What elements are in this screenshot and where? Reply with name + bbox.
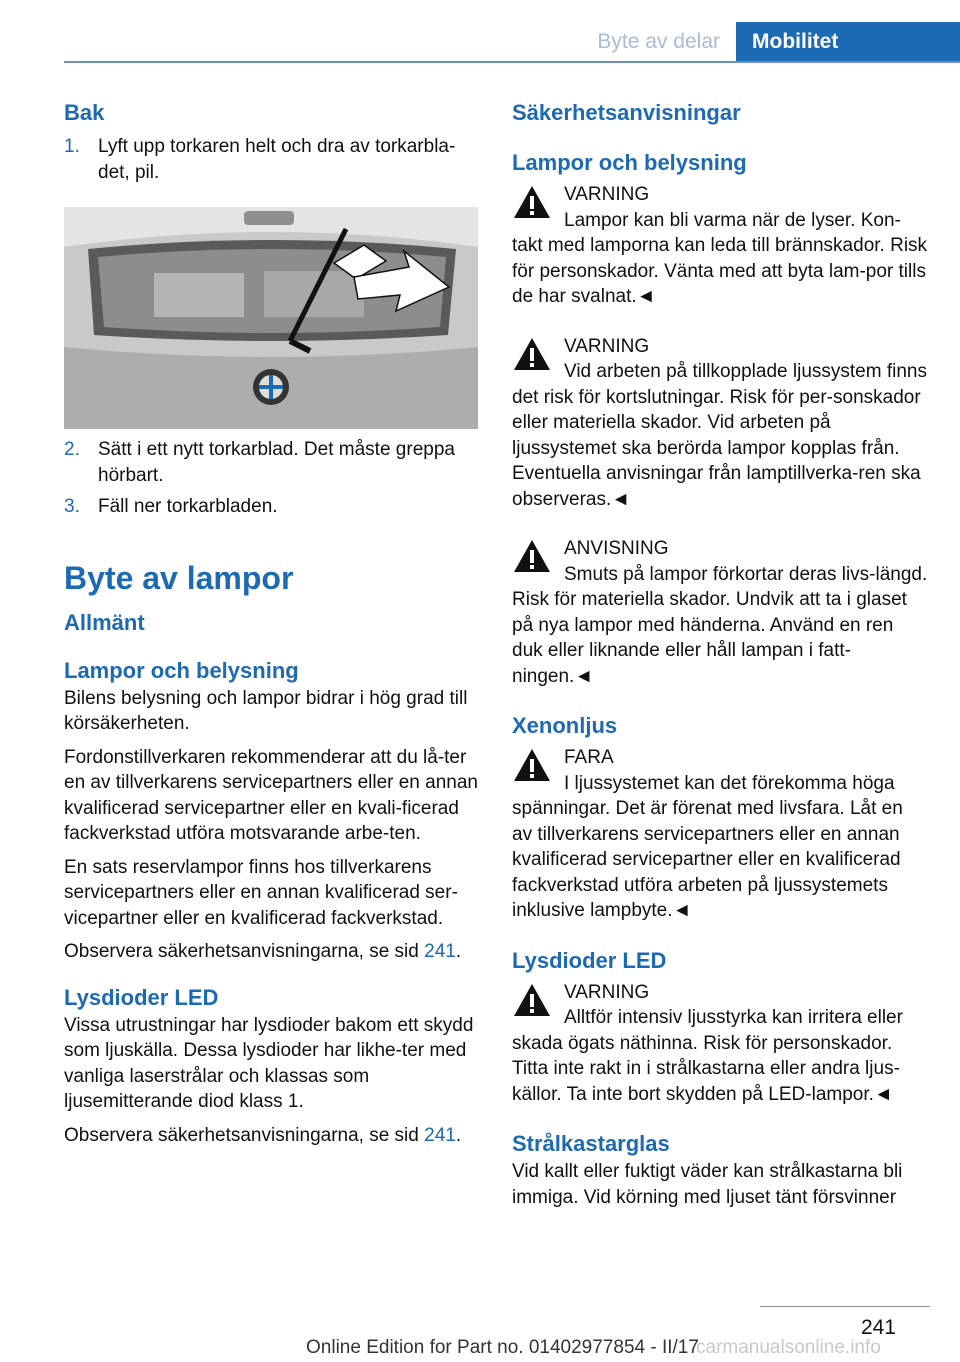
lampor-heading: Lampor och belysning	[512, 150, 747, 175]
warning-text: Lampor kan bli varma när de lyser. Kon‐takt med lamporna kan leda till brännskador. Risk för personskador. Vänta med att byta lam‐por tills de har svalnat.◄	[512, 209, 928, 307]
lampor-heading: Lampor och belysning	[64, 657, 299, 683]
danger-label: FARA	[564, 747, 614, 768]
warning-label: VARNING	[564, 981, 650, 1003]
warning-triangle-icon	[512, 747, 552, 783]
page-link[interactable]: 241	[424, 941, 456, 962]
section-title: Byte av lampor	[64, 559, 294, 596]
step-number: 2.	[64, 439, 80, 460]
allmant-heading: Allmänt	[64, 609, 145, 635]
warning-box	[512, 980, 928, 1108]
led-heading: Lysdioder LED	[64, 984, 219, 1010]
warning-text: Vid arbeten på tillkopplade ljussystem finns det risk för kortslutningar. Risk för per‐sonskador eller materiella skador. Vid arbeten på ljussystemet ska berörda lampor kopplas från. Eventuella anvisningar från lamptillverka‐ren ska observeras.◄	[512, 361, 927, 510]
warning-box	[512, 536, 928, 689]
rear-wiper-photo	[64, 207, 478, 429]
edition-text: Online Edition for Part no. 01402977854 - II/17	[306, 1337, 699, 1358]
tab-byte-av-delar[interactable]: Byte av delar	[597, 30, 720, 53]
warning-label: VARNING	[564, 184, 650, 205]
period: .	[455, 1124, 462, 1146]
period: .	[455, 941, 462, 962]
header-divider	[64, 61, 960, 63]
paragraph: En sats reservlampor finns hos tillverkarens servicepartners eller en annan kvalificerad ser‐vicepartner eller en kvalificerad fackverkstad.	[64, 856, 458, 929]
step-number: 1.	[64, 136, 80, 157]
paragraph: Vissa utrustningar har lysdioder bakom ett skydd som ljuskälla. Dessa lysdioder har likhe‐ter med vanliga laserstrålar och klassas som ljusemitterande diod klass 1.	[64, 1014, 474, 1112]
warning-box	[512, 334, 928, 513]
warning-triangle-icon	[512, 538, 552, 574]
warning-triangle-icon	[512, 336, 552, 372]
step-number: 3.	[64, 496, 80, 517]
left-column	[64, 98, 478, 1148]
glas-heading: Strålkastarglas	[512, 1131, 670, 1156]
step-text: Lyft upp torkaren helt och dra av torkarbla‐det, pil.	[98, 136, 456, 183]
safety-heading: Säkerhetsanvisningar	[512, 100, 741, 125]
danger-text: I ljussystemet kan det förekomma höga spänningar. Det är förenat med livsfara. Låt en av tillverkarens servicepartners eller en annan kvalificerad servicepartner eller en kvalificerad fackverkstad utföra arbeten på ljussystemets inklusive lampbyte.◄	[512, 772, 903, 921]
tab-mobilitet[interactable]: Mobilitet	[736, 22, 960, 62]
obs-text: Observera säkerhetsanvisningarna, se sid	[64, 1124, 425, 1146]
warning-box	[512, 182, 928, 310]
step-text: Fäll ner torkarbladen.	[98, 496, 278, 517]
led-heading: Lysdioder LED	[512, 947, 667, 973]
warning-text: Alltför intensiv ljusstyrka kan irritera eller skada ögats näthinna. Risk för personskador. Titta inte rakt in i strålkastarna eller andra ljus‐källor. Ta inte bort skydden på LED-lampor.◄	[512, 1007, 903, 1105]
page-number: 241	[860, 1316, 896, 1339]
warning-text: Smuts på lampor förkortar deras livs‐längd. Risk för materiella skador. Undvik att ta i glaset på nya lampor med händerna. Använd en ren duk eller liknande eller håll lampan i fatt‐ningen.◄	[512, 563, 928, 687]
page-number-rule	[760, 1306, 930, 1307]
page-link[interactable]: 241	[424, 1124, 456, 1146]
warning-label: ANVISNING	[564, 538, 669, 559]
warning-triangle-icon	[512, 184, 552, 220]
right-column	[512, 98, 928, 1210]
list-item	[64, 437, 478, 488]
xenon-heading: Xenonljus	[512, 713, 618, 738]
paragraph	[64, 939, 478, 965]
list-item	[64, 134, 478, 185]
paragraph: Fordonstillverkaren rekommenderar att du lå‐ter en av tillverkarens servicepartners eller en annan kvalificerad servicepartner eller en kvali‐ficerad fackverkstad utföra motsvarande arbe‐ten.	[64, 746, 478, 844]
bak-heading: Bak	[64, 100, 105, 125]
paragraph	[64, 1123, 478, 1149]
watermark: carmanualsonline.info	[696, 1337, 881, 1358]
obs-text: Observera säkerhetsanvisningarna, se sid	[64, 941, 425, 962]
warning-label: VARNING	[564, 335, 650, 357]
step-text: Sätt i ett nytt torkarblad. Det måste greppa hörbart.	[98, 439, 455, 486]
danger-box	[512, 745, 928, 924]
paragraph: Bilens belysning och lampor bidrar i hög grad till körsäkerheten.	[64, 687, 468, 734]
list-item	[64, 494, 478, 520]
paragraph: Vid kallt eller fuktigt väder kan strålkastarna bli immiga. Vid körning med ljuset tänt försvinner	[512, 1161, 903, 1208]
warning-triangle-icon	[512, 982, 552, 1018]
